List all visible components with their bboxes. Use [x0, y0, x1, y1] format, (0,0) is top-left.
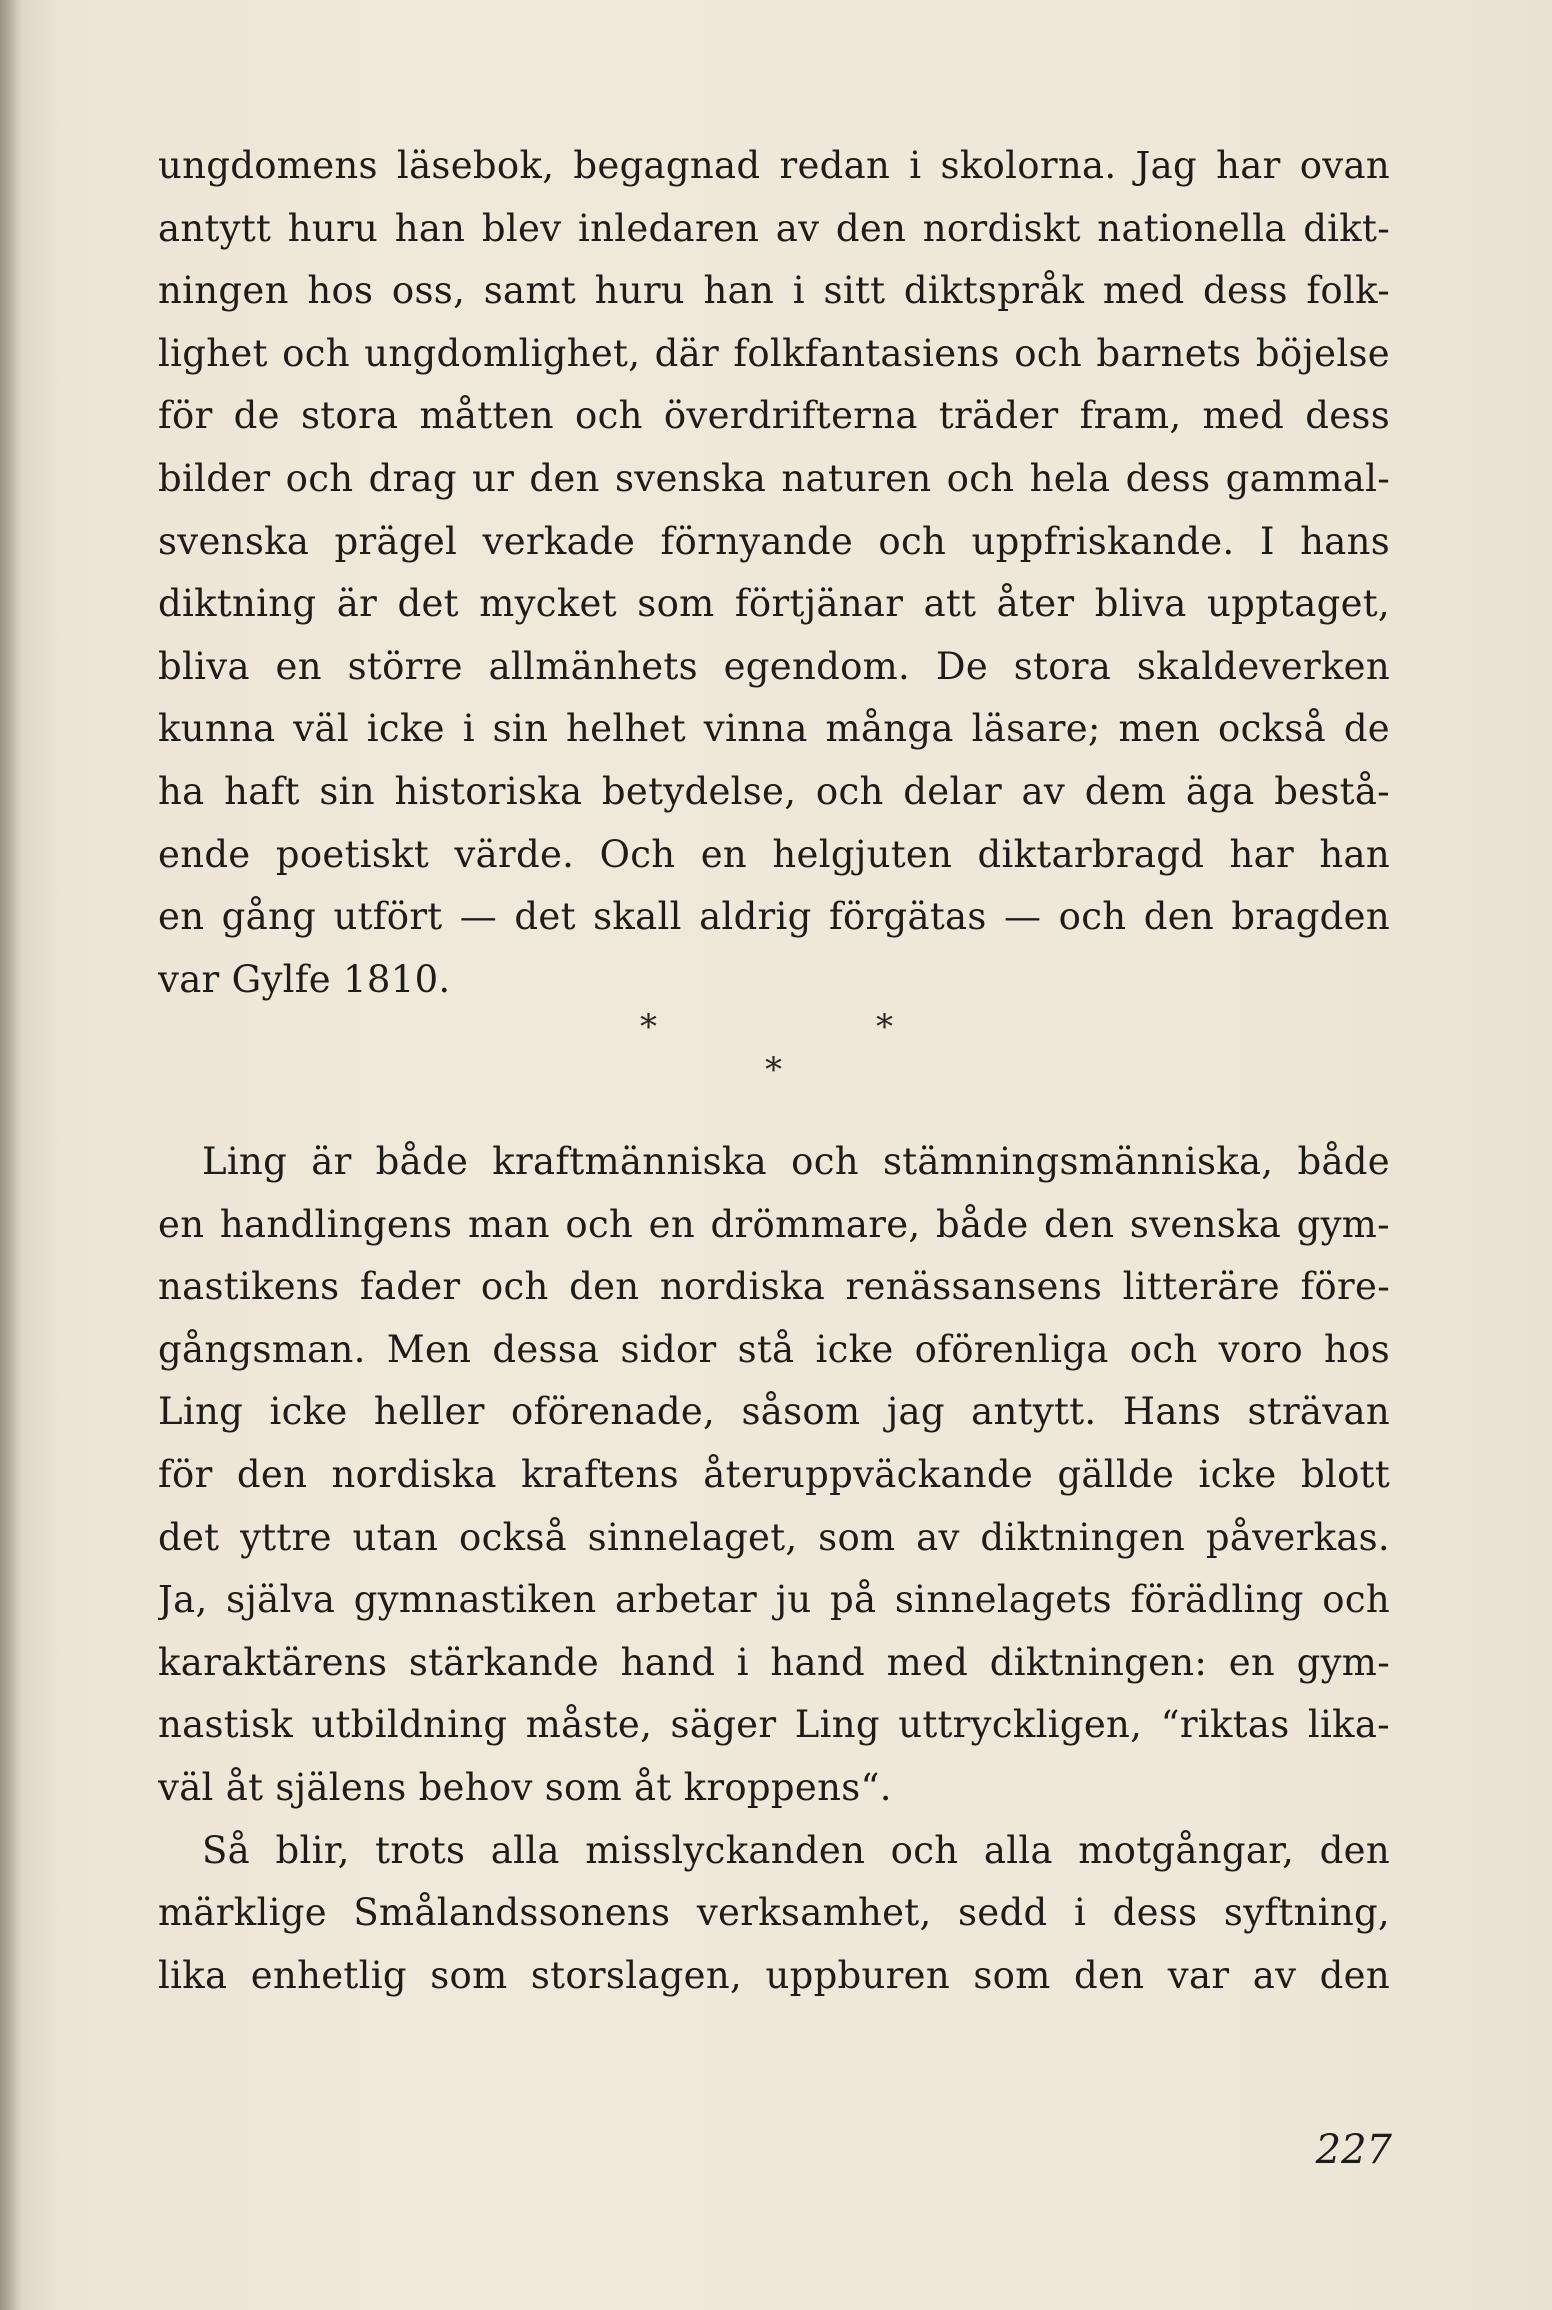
text-line: Ling icke heller oförenade, såsom jag antytt. Hans strävan — [158, 1390, 1390, 1434]
text-line: Ling är både kraftmänniska och stämningsmänniska, både — [202, 1140, 1390, 1183]
text-line: Ja, själva gymnastiken arbetar ju på sinnelagets förädling och — [158, 1578, 1390, 1622]
text-line: nastisk utbildning måste, säger Ling uttryckligen, “riktas lika- — [158, 1703, 1390, 1747]
text-line: det yttre utan också sinnelaget, som av diktningen påverkas. — [158, 1515, 1390, 1559]
text-line: kunna väl icke i sin helhet vinna många läsare; men också de — [158, 707, 1390, 751]
text-line: en gång utfört — det skall aldrig förgätas — och den bragden — [158, 895, 1390, 939]
text-line: bliva en större allmänhets egendom. De stora skaldeverken — [158, 644, 1390, 688]
asterism-star: * — [765, 1050, 782, 1090]
text-line: nastikens fader och den nordiska renässansens litteräre före- — [158, 1265, 1390, 1309]
text-line: gångsman. Men dessa sidor stå icke oförenliga och voro hos — [158, 1327, 1390, 1371]
text-line: ende poetiskt värde. Och en helgjuten diktarbragd har han — [158, 832, 1390, 876]
text-line: karaktärens stärkande hand i hand med diktningen: en gym- — [158, 1640, 1390, 1684]
text-line: var Gylfe 1810. — [158, 957, 451, 1001]
binding-gutter — [0, 0, 22, 2310]
text-line: en handlingens man och en drömmare, både den svenska gym- — [158, 1202, 1390, 1246]
text-line: för den nordiska kraftens återuppväckande gällde icke blott — [158, 1452, 1390, 1496]
text-line: bilder och drag ur den svenska naturen och hela dess gammal- — [158, 456, 1390, 500]
text-line: ha haft sin historiska betydelse, och delar av dem äga bestå- — [158, 769, 1390, 813]
text-line: lighet och ungdomlighet, där folkfantasiens och barnets böjelse — [158, 331, 1390, 375]
asterism-star: * — [640, 1007, 657, 1047]
text-line: antytt huru han blev inledaren av den nordiskt nationella dikt- — [158, 206, 1390, 250]
paragraph-2 — [158, 1131, 1390, 2007]
text-line: väl åt själens behov som åt kroppens“. — [158, 1765, 892, 1809]
text-line: märklige Smålandssonens verksamhet, sedd i dess syftning, — [158, 1891, 1390, 1935]
paragraph-1 — [158, 135, 1390, 1011]
text-line: lika enhetlig som storslagen, uppburen som den var av den — [158, 1953, 1390, 1997]
text-line: ningen hos oss, samt huru han i sitt diktspråk med dess folk- — [158, 269, 1390, 313]
text-line: diktning är det mycket som förtjänar att åter bliva upptaget, — [158, 582, 1390, 626]
page-number: 227 — [1315, 2127, 1392, 2173]
text-line: för de stora måtten och överdrifterna träder fram, med dess — [158, 394, 1390, 438]
asterism-star: * — [876, 1007, 893, 1047]
text-line: svenska prägel verkade förnyande och uppfriskande. I hans — [158, 519, 1390, 563]
text-line: Så blir, trots alla misslyckanden och alla motgångar, den — [202, 1828, 1390, 1872]
text-line: ungdomens läsebok, begagnad redan i skolorna. Jag har ovan — [158, 144, 1390, 187]
